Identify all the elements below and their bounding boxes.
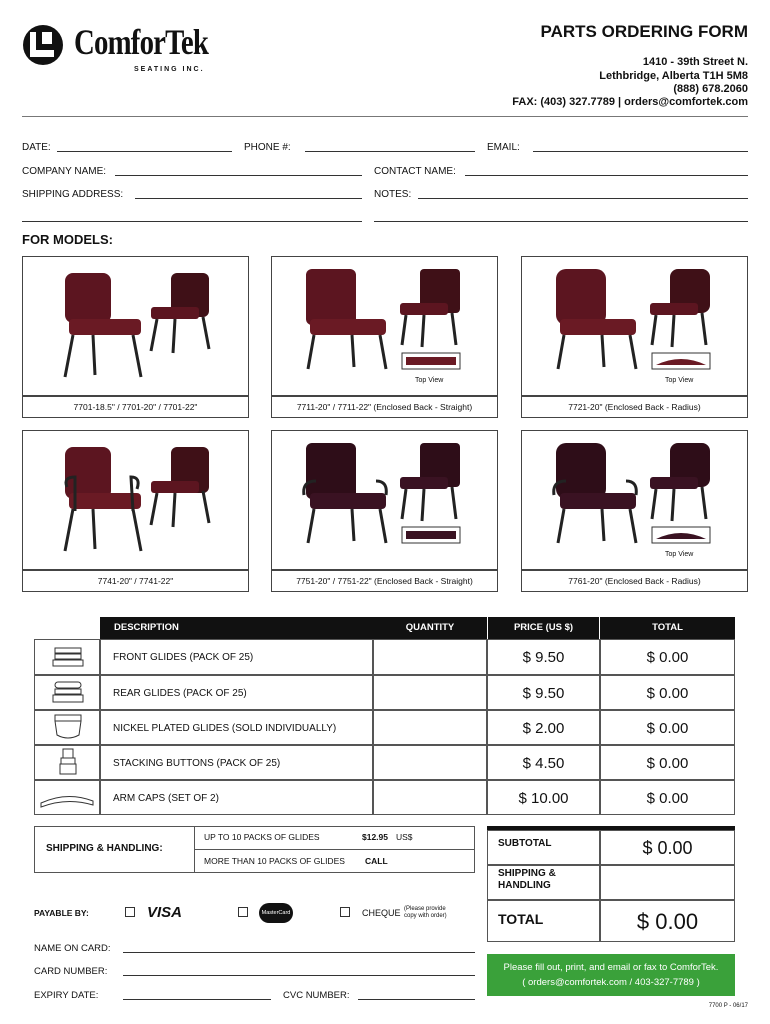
price-cell: $ 10.00 [487, 780, 600, 815]
notes-field-2[interactable] [374, 221, 748, 222]
model-card-7701 [22, 256, 249, 396]
form-title: PARTS ORDERING FORM [540, 22, 748, 41]
chair-image [272, 431, 497, 569]
phone-label: PHONE #: [244, 142, 291, 153]
top-view-label: Top View [665, 551, 694, 558]
total-cell: $ 0.00 [600, 745, 735, 780]
cvc-field[interactable] [358, 999, 475, 1000]
total-label: TOTAL [498, 911, 544, 927]
shipping-row-2-desc: MORE THAN 10 PACKS OF GLIDES [204, 856, 345, 866]
cheque-note-2: copy with order) [404, 913, 447, 919]
form-code: 7700 P - 06/17 [708, 1003, 748, 1009]
price-cell: $ 2.00 [487, 710, 600, 745]
shipping-address-field-2[interactable] [22, 221, 362, 222]
quantity-header: QUANTITY [373, 617, 487, 639]
total-header: TOTAL [600, 617, 735, 639]
visa-checkbox[interactable] [125, 907, 135, 917]
quantity-input[interactable] [373, 710, 487, 745]
notes-label: NOTES: [374, 189, 412, 200]
payable-by-label: PAYABLE BY: [34, 908, 89, 918]
phone-field[interactable] [305, 151, 475, 152]
model-caption: 7711-20" / 7711-22" (Enclosed Back - Straight) [271, 396, 498, 418]
total-cell: $ 0.00 [600, 780, 735, 815]
shipping-total-label-2: HANDLING [498, 880, 551, 891]
rear-glide-icon [34, 675, 100, 710]
quantity-input[interactable] [373, 745, 487, 780]
phone-line: (888) 678.2060 [673, 83, 748, 95]
model-caption: 7751-20" / 7751-22" (Enclosed Back - Straight) [271, 570, 498, 592]
instructions-line-1: Please fill out, print, and email or fax to ComforTek. [503, 962, 719, 973]
email-field[interactable] [533, 151, 748, 152]
total-cell: $ 0.00 [600, 675, 735, 710]
stacking-button-icon [34, 745, 100, 780]
model-caption: 7721-20" (Enclosed Back - Radius) [521, 396, 748, 418]
shipping-row-2-price: CALL [365, 856, 388, 866]
quantity-input[interactable] [373, 639, 487, 675]
total-value: $ 0.00 [600, 900, 735, 942]
cheque-label: CHEQUE [362, 908, 401, 918]
top-view-label: Top View [415, 377, 444, 384]
table-row-description: STACKING BUTTONS (PACK OF 25) [100, 745, 373, 780]
date-label: DATE: [22, 142, 51, 153]
date-field[interactable] [57, 151, 232, 152]
chair-image [522, 257, 747, 395]
cvc-label: CVC NUMBER: [283, 990, 350, 1001]
quantity-input[interactable] [373, 675, 487, 710]
model-card-7761 [521, 430, 748, 570]
shipping-row-1-price: $12.95 [362, 832, 388, 842]
email-label: EMAIL: [487, 142, 520, 153]
mastercard-logo: MasterCard [259, 903, 293, 923]
fax-email-line: FAX: (403) 327.7789 | orders@comfortek.com [512, 96, 748, 108]
brand-name: ComforTek [74, 22, 209, 62]
model-card-7751 [271, 430, 498, 570]
address-line-2: Lethbridge, Alberta T1H 5M8 [599, 70, 748, 82]
shipping-label: SHIPPING & HANDLING: [46, 843, 163, 854]
table-row-description: ARM CAPS (SET OF 2) [100, 780, 373, 815]
subtotal-label: SUBTOTAL [498, 838, 552, 849]
notes-field[interactable] [418, 198, 748, 199]
instructions-line-2: ( orders@comfortek.com / 403-327-7789 ) [522, 977, 700, 988]
shipping-total-input[interactable] [600, 865, 735, 900]
address-line-1: 1410 - 39th Street N. [642, 56, 748, 68]
price-header: PRICE (US $) [487, 617, 600, 639]
card-number-field[interactable] [123, 975, 475, 976]
table-row-description: REAR GLIDES (PACK OF 25) [100, 675, 373, 710]
subtotal-value: $ 0.00 [600, 830, 735, 865]
mastercard-checkbox[interactable] [238, 907, 248, 917]
description-header: DESCRIPTION [100, 617, 373, 639]
instructions-box [487, 954, 735, 996]
model-card-7721 [521, 256, 748, 396]
chair-image [23, 257, 248, 395]
cheque-note-1: (Please provide [404, 906, 446, 912]
price-cell: $ 9.50 [487, 675, 600, 710]
expiry-date-field[interactable] [123, 999, 271, 1000]
contact-field[interactable] [465, 175, 748, 176]
comfortek-logo-icon [22, 24, 64, 66]
chair-image [272, 257, 497, 395]
contact-label: CONTACT NAME: [374, 166, 456, 177]
price-cell: $ 4.50 [487, 745, 600, 780]
chair-image [522, 431, 747, 569]
shipping-total-label-1: SHIPPING & [498, 868, 556, 879]
chair-image [23, 431, 248, 569]
model-caption: 7741-20" / 7741-22" [22, 570, 249, 592]
header-divider [22, 116, 748, 117]
total-cell: $ 0.00 [600, 639, 735, 675]
models-heading: FOR MODELS: [22, 232, 113, 247]
top-view-label: Top View [665, 377, 694, 384]
name-on-card-label: NAME ON CARD: [34, 943, 111, 954]
shipping-row-1-unit: US$ [396, 832, 413, 842]
visa-logo: VISA [147, 904, 183, 921]
brand-subtitle: SEATING INC. [134, 66, 205, 73]
shipping-address-label: SHIPPING ADDRESS: [22, 189, 124, 200]
company-label: COMPANY NAME: [22, 166, 107, 177]
quantity-input[interactable] [373, 780, 487, 815]
price-cell: $ 9.50 [487, 639, 600, 675]
company-field[interactable] [115, 175, 362, 176]
nickel-glide-icon [34, 710, 100, 745]
total-cell: $ 0.00 [600, 710, 735, 745]
shipping-row-divider [194, 849, 475, 850]
model-card-7711 [271, 256, 498, 396]
arm-cap-icon [34, 780, 100, 815]
table-row-description: FRONT GLIDES (PACK OF 25) [100, 639, 373, 675]
front-glide-icon [34, 639, 100, 675]
name-on-card-field[interactable] [123, 952, 475, 953]
card-number-label: CARD NUMBER: [34, 966, 108, 977]
model-caption: 7761-20" (Enclosed Back - Radius) [521, 570, 748, 592]
cheque-checkbox[interactable] [340, 907, 350, 917]
shipping-row-1-desc: UP TO 10 PACKS OF GLIDES [204, 832, 320, 842]
model-caption: 7701-18.5" / 7701-20" / 7701-22" [22, 396, 249, 418]
table-row-description: NICKEL PLATED GLIDES (SOLD INDIVIDUALLY) [100, 710, 373, 745]
model-card-7741 [22, 430, 249, 570]
expiry-date-label: EXPIRY DATE: [34, 990, 99, 1001]
shipping-address-field[interactable] [135, 198, 362, 199]
